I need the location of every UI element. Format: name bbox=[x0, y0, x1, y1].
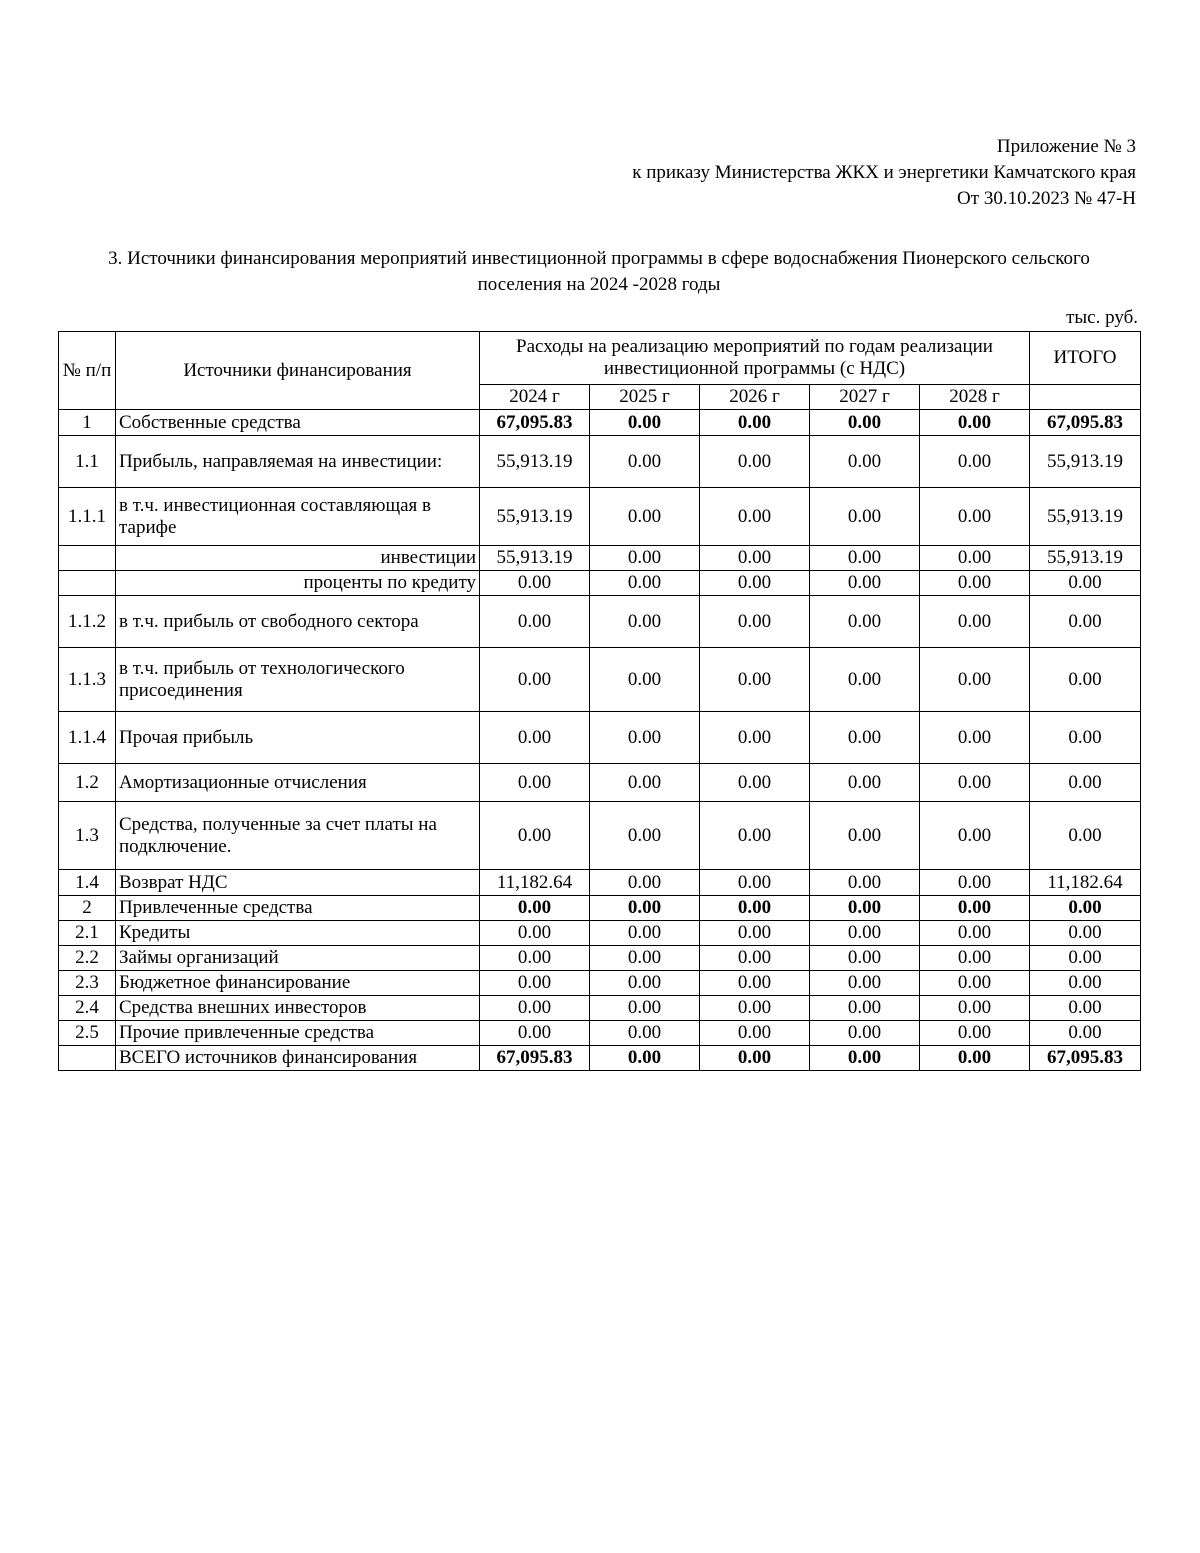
row-year-value: 0.00 bbox=[700, 870, 810, 896]
row-year-value: 0.00 bbox=[700, 488, 810, 546]
row-year-value: 0.00 bbox=[700, 1046, 810, 1071]
table-row bbox=[59, 1046, 1141, 1071]
row-year-value: 0.00 bbox=[480, 571, 590, 596]
row-year-value: 0.00 bbox=[700, 764, 810, 802]
row-year-value: 0.00 bbox=[590, 764, 700, 802]
row-year-value: 0.00 bbox=[920, 996, 1030, 1021]
row-year-value: 0.00 bbox=[700, 571, 810, 596]
header-total-blank bbox=[1030, 385, 1141, 410]
row-source-name: в т.ч. инвестиционная составляющая в тарифе bbox=[116, 488, 480, 546]
row-year-value: 0.00 bbox=[700, 971, 810, 996]
row-year-value: 0.00 bbox=[920, 764, 1030, 802]
row-source-name: Средства внешних инвесторов bbox=[116, 996, 480, 1021]
row-number: 1.1.4 bbox=[59, 712, 116, 764]
row-year-value: 0.00 bbox=[920, 1046, 1030, 1071]
row-year-value: 11,182.64 bbox=[480, 870, 590, 896]
title-line-1: 3. Источники финансирования мероприятий инвестиционной программы в сфере водоснабжения Пионерского сельского bbox=[108, 248, 1090, 269]
row-year-value: 0.00 bbox=[700, 436, 810, 488]
row-number: 1.2 bbox=[59, 764, 116, 802]
row-source-name: Займы организаций bbox=[116, 946, 480, 971]
row-number: 2.2 bbox=[59, 946, 116, 971]
table-row bbox=[59, 571, 1141, 596]
row-number: 2.5 bbox=[59, 1021, 116, 1046]
table-row bbox=[59, 921, 1141, 946]
row-year-value: 0.00 bbox=[480, 712, 590, 764]
row-year-value: 0.00 bbox=[700, 946, 810, 971]
row-year-value: 0.00 bbox=[480, 896, 590, 921]
row-year-value: 0.00 bbox=[920, 971, 1030, 996]
row-total-value: 0.00 bbox=[1030, 1021, 1141, 1046]
row-number bbox=[59, 571, 116, 596]
row-year-value: 0.00 bbox=[810, 921, 920, 946]
row-year-value: 0.00 bbox=[920, 1021, 1030, 1046]
row-year-value: 0.00 bbox=[700, 921, 810, 946]
row-year-value: 0.00 bbox=[590, 488, 700, 546]
row-year-value: 0.00 bbox=[810, 946, 920, 971]
row-year-value: 0.00 bbox=[590, 546, 700, 571]
row-number: 2 bbox=[59, 896, 116, 921]
table-row bbox=[59, 712, 1141, 764]
row-year-value: 0.00 bbox=[590, 802, 700, 870]
table-row bbox=[59, 488, 1141, 546]
row-total-value: 55,913.19 bbox=[1030, 436, 1141, 488]
row-year-value: 0.00 bbox=[920, 712, 1030, 764]
row-year-value: 0.00 bbox=[810, 546, 920, 571]
row-total-value: 55,913.19 bbox=[1030, 546, 1141, 571]
table-row bbox=[59, 996, 1141, 1021]
row-number: 2.4 bbox=[59, 996, 116, 1021]
row-year-value: 0.00 bbox=[810, 1021, 920, 1046]
row-year-value: 0.00 bbox=[810, 596, 920, 648]
row-year-value: 0.00 bbox=[920, 488, 1030, 546]
row-year-value: 0.00 bbox=[700, 712, 810, 764]
row-number: 1.1 bbox=[59, 436, 116, 488]
row-year-value: 0.00 bbox=[920, 596, 1030, 648]
row-year-value: 67,095.83 bbox=[480, 1046, 590, 1071]
row-total-value: 0.00 bbox=[1030, 971, 1141, 996]
table-row bbox=[59, 1021, 1141, 1046]
row-year-value: 0.00 bbox=[480, 996, 590, 1021]
row-year-value: 0.00 bbox=[590, 946, 700, 971]
appendix-number: Приложение № 3 bbox=[996, 136, 1136, 157]
header-year: 2025 г bbox=[590, 385, 700, 410]
row-number: 1.1.2 bbox=[59, 596, 116, 648]
row-number: 1.4 bbox=[59, 870, 116, 896]
row-number bbox=[59, 1046, 116, 1071]
row-year-value: 0.00 bbox=[920, 546, 1030, 571]
row-year-value: 55,913.19 bbox=[480, 488, 590, 546]
row-source-name: в т.ч. прибыль от свободного сектора bbox=[116, 596, 480, 648]
row-source-name: инвестиции bbox=[116, 546, 480, 571]
table-row bbox=[59, 764, 1141, 802]
row-year-value: 0.00 bbox=[700, 596, 810, 648]
table-row bbox=[59, 410, 1141, 436]
row-year-value: 0.00 bbox=[810, 488, 920, 546]
row-year-value: 0.00 bbox=[590, 571, 700, 596]
row-source-name: Собственные средства bbox=[116, 410, 480, 436]
row-number: 1.3 bbox=[59, 802, 116, 870]
row-total-value: 0.00 bbox=[1030, 996, 1141, 1021]
row-source-name: Средства, полученные за счет платы на подключение. bbox=[116, 802, 480, 870]
row-year-value: 0.00 bbox=[810, 436, 920, 488]
financing-sources-table bbox=[58, 331, 1141, 1071]
row-source-name: Прочая прибыль bbox=[116, 712, 480, 764]
row-year-value: 0.00 bbox=[810, 410, 920, 436]
row-number: 1.1.3 bbox=[59, 648, 116, 712]
table-row bbox=[59, 946, 1141, 971]
row-year-value: 0.00 bbox=[700, 546, 810, 571]
row-year-value: 0.00 bbox=[590, 971, 700, 996]
row-total-value: 0.00 bbox=[1030, 946, 1141, 971]
row-year-value: 0.00 bbox=[590, 596, 700, 648]
row-year-value: 0.00 bbox=[920, 896, 1030, 921]
order-reference: к приказу Министерства ЖКХ и энергетики Камчатского края bbox=[632, 162, 1136, 183]
row-year-value: 0.00 bbox=[810, 996, 920, 1021]
row-year-value: 0.00 bbox=[700, 996, 810, 1021]
table-row bbox=[59, 971, 1141, 996]
row-total-value: 0.00 bbox=[1030, 764, 1141, 802]
row-year-value: 0.00 bbox=[810, 571, 920, 596]
row-year-value: 0.00 bbox=[480, 764, 590, 802]
row-year-value: 0.00 bbox=[810, 764, 920, 802]
row-total-value: 0.00 bbox=[1030, 648, 1141, 712]
row-source-name: ВСЕГО источников финансирования bbox=[116, 1046, 480, 1071]
table-row bbox=[59, 596, 1141, 648]
row-year-value: 0.00 bbox=[590, 712, 700, 764]
row-year-value: 0.00 bbox=[590, 410, 700, 436]
row-year-value: 0.00 bbox=[920, 870, 1030, 896]
row-year-value: 0.00 bbox=[590, 896, 700, 921]
row-total-value: 0.00 bbox=[1030, 802, 1141, 870]
units-label: тыс. руб. bbox=[1066, 307, 1138, 328]
row-source-name: Прибыль, направляемая на инвестиции: bbox=[116, 436, 480, 488]
header-year: 2026 г bbox=[700, 385, 810, 410]
row-year-value: 0.00 bbox=[590, 648, 700, 712]
row-total-value: 0.00 bbox=[1030, 571, 1141, 596]
row-year-value: 0.00 bbox=[590, 921, 700, 946]
row-source-name: проценты по кредиту bbox=[116, 571, 480, 596]
header-number: № п/п bbox=[59, 332, 116, 410]
row-year-value: 55,913.19 bbox=[480, 546, 590, 571]
row-year-value: 0.00 bbox=[920, 946, 1030, 971]
row-year-value: 0.00 bbox=[920, 802, 1030, 870]
row-year-value: 0.00 bbox=[700, 648, 810, 712]
header-expenses: Расходы на реализацию мероприятий по годам реализации инвестиционной программы (с НДС) bbox=[480, 332, 1030, 385]
row-year-value: 0.00 bbox=[920, 571, 1030, 596]
row-year-value: 0.00 bbox=[590, 996, 700, 1021]
row-year-value: 0.00 bbox=[480, 921, 590, 946]
row-year-value: 0.00 bbox=[810, 870, 920, 896]
row-year-value: 0.00 bbox=[810, 1046, 920, 1071]
row-source-name: Привлеченные средства bbox=[116, 896, 480, 921]
row-year-value: 0.00 bbox=[920, 436, 1030, 488]
row-number: 1 bbox=[59, 410, 116, 436]
row-source-name: в т.ч. прибыль от технологического присоединения bbox=[116, 648, 480, 712]
row-source-name: Амортизационные отчисления bbox=[116, 764, 480, 802]
row-year-value: 0.00 bbox=[920, 410, 1030, 436]
row-total-value: 55,913.19 bbox=[1030, 488, 1141, 546]
row-source-name: Возврат НДС bbox=[116, 870, 480, 896]
row-year-value: 0.00 bbox=[700, 896, 810, 921]
table-row bbox=[59, 648, 1141, 712]
table-row bbox=[59, 870, 1141, 896]
row-year-value: 0.00 bbox=[810, 648, 920, 712]
row-year-value: 0.00 bbox=[700, 802, 810, 870]
row-total-value: 0.00 bbox=[1030, 712, 1141, 764]
order-date-number: От 30.10.2023 № 47-Н bbox=[957, 188, 1136, 209]
header-source: Источники финансирования bbox=[116, 332, 480, 410]
row-year-value: 0.00 bbox=[480, 1021, 590, 1046]
row-year-value: 55,913.19 bbox=[480, 436, 590, 488]
row-total-value: 67,095.83 bbox=[1030, 1046, 1141, 1071]
row-year-value: 0.00 bbox=[590, 436, 700, 488]
row-total-value: 0.00 bbox=[1030, 921, 1141, 946]
row-total-value: 11,182.64 bbox=[1030, 870, 1141, 896]
row-source-name: Кредиты bbox=[116, 921, 480, 946]
header-total: ИТОГО bbox=[1030, 332, 1141, 385]
row-year-value: 0.00 bbox=[590, 1046, 700, 1071]
row-number: 2.1 bbox=[59, 921, 116, 946]
row-number: 1.1.1 bbox=[59, 488, 116, 546]
row-year-value: 0.00 bbox=[810, 802, 920, 870]
row-year-value: 0.00 bbox=[590, 1021, 700, 1046]
table-row bbox=[59, 802, 1141, 870]
row-year-value: 0.00 bbox=[480, 971, 590, 996]
title-line-2: поселения на 2024 -2028 годы bbox=[477, 274, 721, 295]
table-row bbox=[59, 896, 1141, 921]
row-total-value: 0.00 bbox=[1030, 596, 1141, 648]
row-year-value: 0.00 bbox=[480, 648, 590, 712]
row-number: 2.3 bbox=[59, 971, 116, 996]
row-year-value: 0.00 bbox=[810, 712, 920, 764]
row-year-value: 0.00 bbox=[920, 648, 1030, 712]
row-year-value: 0.00 bbox=[480, 946, 590, 971]
table-row bbox=[59, 436, 1141, 488]
row-year-value: 67,095.83 bbox=[480, 410, 590, 436]
row-year-value: 0.00 bbox=[480, 802, 590, 870]
row-source-name: Бюджетное финансирование bbox=[116, 971, 480, 996]
header-year: 2028 г bbox=[920, 385, 1030, 410]
row-total-value: 67,095.83 bbox=[1030, 410, 1141, 436]
row-year-value: 0.00 bbox=[920, 921, 1030, 946]
row-total-value: 0.00 bbox=[1030, 896, 1141, 921]
document-title bbox=[58, 246, 1140, 298]
row-year-value: 0.00 bbox=[590, 870, 700, 896]
row-year-value: 0.00 bbox=[810, 971, 920, 996]
header-year: 2024 г bbox=[480, 385, 590, 410]
header-year: 2027 г bbox=[810, 385, 920, 410]
table-row bbox=[59, 546, 1141, 571]
row-year-value: 0.00 bbox=[700, 410, 810, 436]
appendix-header bbox=[632, 134, 1136, 212]
row-number bbox=[59, 546, 116, 571]
row-year-value: 0.00 bbox=[810, 896, 920, 921]
row-year-value: 0.00 bbox=[480, 596, 590, 648]
row-source-name: Прочие привлеченные средства bbox=[116, 1021, 480, 1046]
row-year-value: 0.00 bbox=[700, 1021, 810, 1046]
